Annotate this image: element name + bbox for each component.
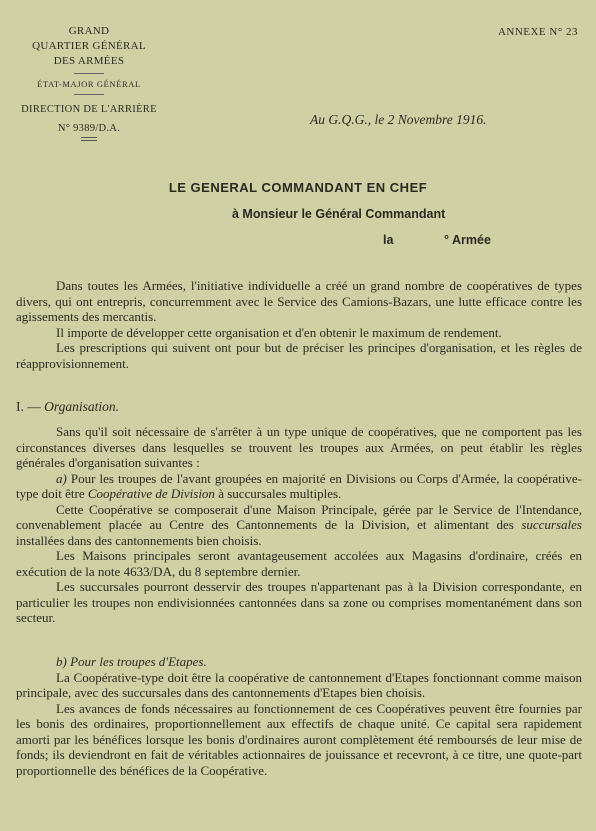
section-heading [16,399,582,415]
direction-label: DIRECTION DE L'ARRIÈRE [21,104,157,115]
addressee-la: la [383,233,394,247]
intro-paragraphs [16,278,582,371]
org-line-3: DES ARMÉES [53,55,125,67]
section-title: Organisation. [44,399,120,414]
text-run: à succursales multiples. [214,486,342,501]
paragraph: Dans toutes les Armées, l'initiative individuelle a créé un grand nombre de coopératives de types divers, qui ont entrepris, concurremment avec le Service des Camions-Bazars, une lutte efficace contre les agissements des mercantis. [16,278,582,324]
subsection-heading: b) Pour les troupes d'Etapes. [56,654,207,669]
emphasis: Coopérative de Division [87,486,215,501]
paragraph: Sans qu'il soit nécessaire de s'arrêter à un type unique de coopératives, que ne comportent pas les circonstances diverses dans lesquelles se trouvent les troupes aux Armées, on peut établir les règles générales d'organisation suivantes : [16,424,582,470]
org-line-1: GRAND [68,25,110,37]
double-rule [81,137,97,141]
org-line-2: QUARTIER GÉNÉRAL [32,40,146,52]
staff-label: ÉTAT-MAJOR GÉNÉRAL [37,79,141,89]
main-title: LE GENERAL COMMANDANT EN CHEF [168,180,428,195]
addressee-line: à Monsieur le Général Commandant [232,207,446,221]
addressee-armee: ° Armée [444,233,491,247]
paragraph: Les avances de fonds nécessaires au fonctionnement de ces Coopératives peuvent être fournies par les bonis des ordinaires, proportionnellement aux effectifs de chaque unité. Ce capital sera rapidement amorti par les bénéfices lorsque les bonis d'ordinaires auront complètement été remboursés de leur mise de fonds; ils deviendront en fait de véritables actionnaires de jouissance et recevront, à ce titre, une quote-part proportionnelle des bénéfices de la Coopérative. [16,700,582,778]
paragraph: La Coopérative-type doit être la coopérative de cantonnement d'Etapes fonctionnant comme maison principale, avec des succursales dans des cantonnements d'Etapes bien choisis. [16,669,582,700]
text-run: Pour les troupes de l'avant groupées en majorité en Divisions ou Corps d'Armée, la coopérative-type doit être [16,470,582,501]
annexe-label: ANNEXE N° 23 [497,26,578,38]
etapes-paragraphs [16,654,582,778]
emphasis: succursales [521,517,582,532]
paragraph [16,502,582,549]
section-number: I. — [16,399,45,414]
dateline: Au G.Q.G., le 2 Novembre 1916. [310,112,487,127]
paragraph: Il importe de développer cette organisation et d'en obtenir le maximum de rendement. [56,324,502,340]
paragraph: Les prescriptions qui suivent ont pour but de préciser les principes d'organisation, et les règles de réapprovisionnement. [16,340,582,371]
paragraph: Les Maisons principales seront avantageusement accolées aux Magasins d'ordinaire, créés en exécution de la note 4633/DA, du 8 septembre dernier. [16,548,582,579]
paragraph: Les succursales pourront desservir des troupes n'appartenant pas à la Division correspondante, en particulier les troupes non endivisionnées cantonnées dans sa zone ou comprises momentanément dans son secteur. [16,579,582,625]
divider [74,94,104,95]
divider [74,73,104,74]
paragraph [16,471,582,502]
reference-number: N° 9389/D.A. [57,123,121,134]
item-label: a) [56,470,67,486]
text-run: Cette Coopérative se composerait d'une Maison Principale, gérée par le Service de l'Intendance, convenablement placée au Centre des Cantonnements de la Division, et alimentant des [16,501,582,532]
text-run: installées dans des cantonnements bien choisis. [16,532,262,548]
issuing-organization-block [14,24,164,141]
organisation-paragraphs [16,424,582,626]
